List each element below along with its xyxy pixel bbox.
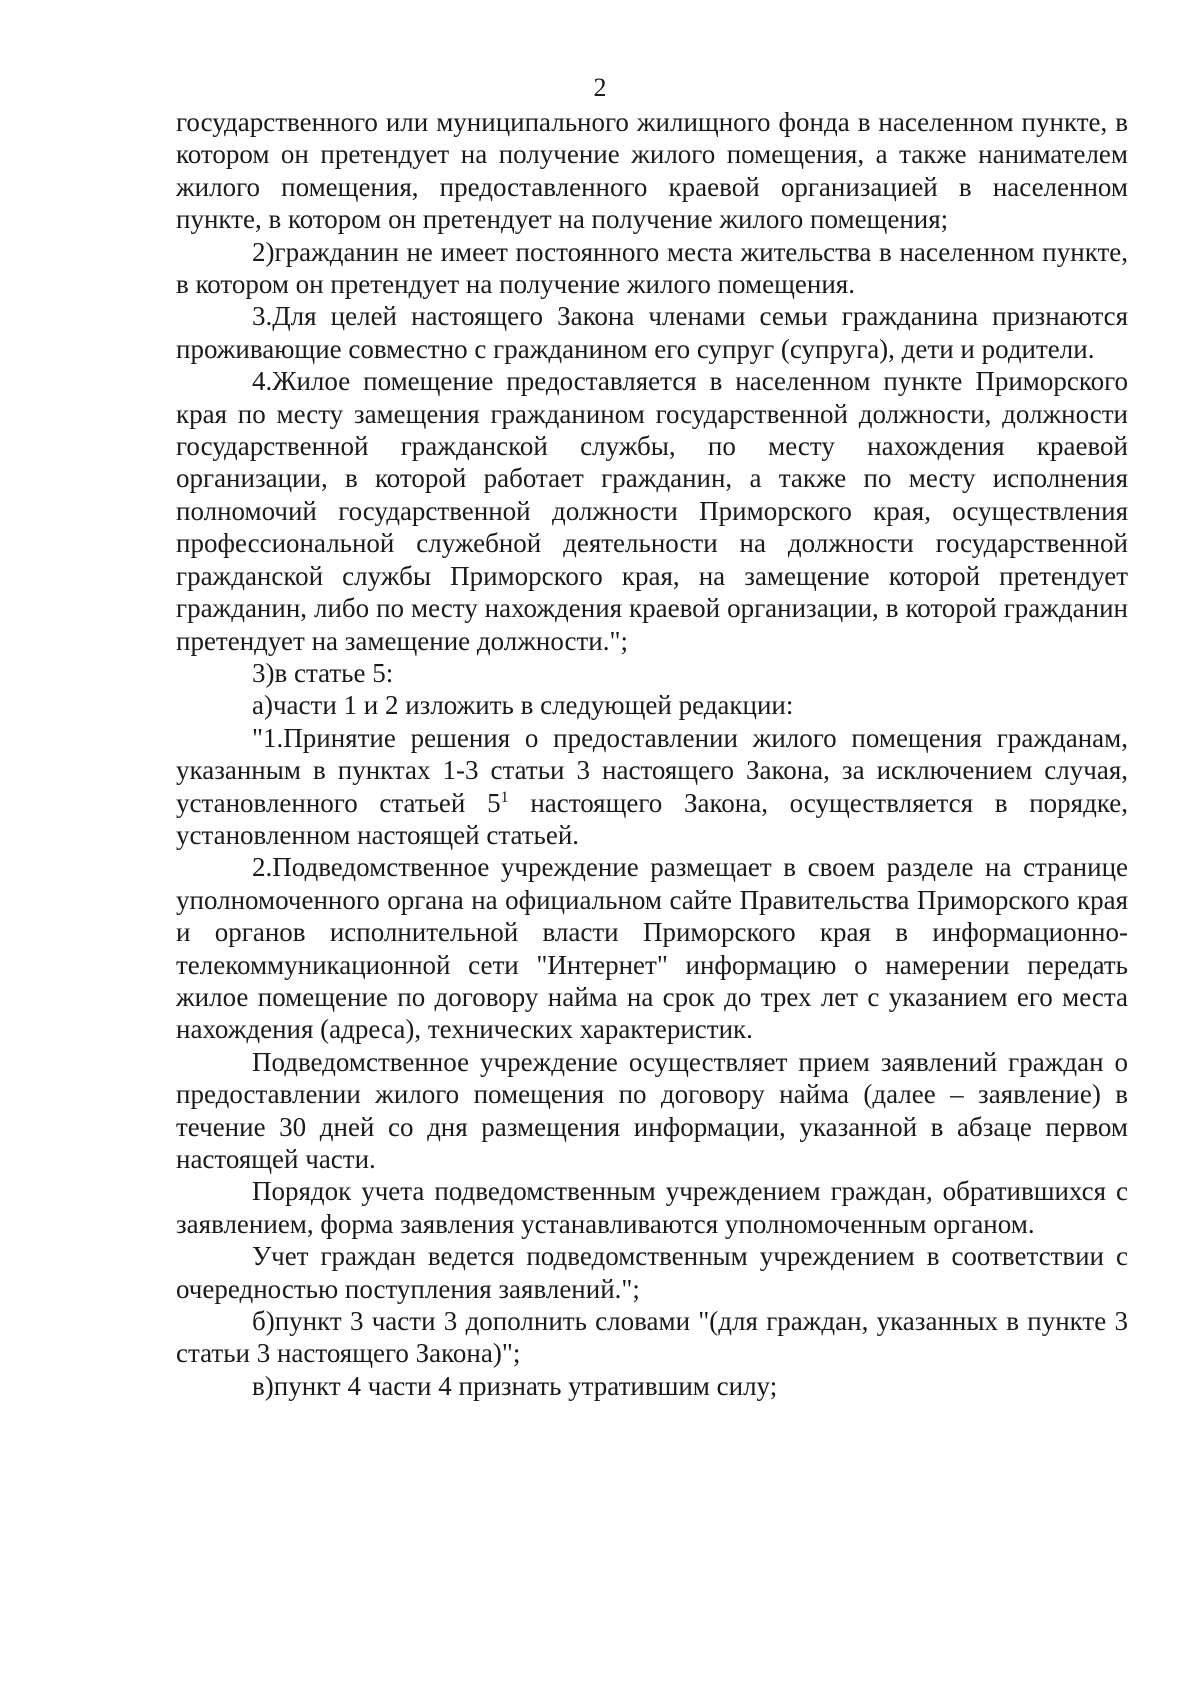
paragraph-continuation: государственного или муниципального жилищного фонда в населенном пункте, в котором он претендует на получение жилого помещения, а также нанимателем жилого помещения, предоставленного краевой организацией в населенном пункте, в котором он претендует на получение жилого помещения; bbox=[176, 107, 1128, 235]
document-body bbox=[176, 106, 1128, 1402]
paragraph-new-part-1-text-after: настоящего Закона, осуществляется в порядке, установленном настоящей статьей. bbox=[176, 787, 1129, 850]
paragraph-new-part-1 bbox=[176, 722, 1128, 852]
article-superscript: 1 bbox=[500, 788, 509, 806]
paragraph-amendment-v: в)пункт 4 части 4 признать утратившим силу; bbox=[252, 1370, 778, 1401]
paragraph-item-2: 2)гражданин не имеет постоянного места жительства в населенном пункте, в котором он претендует на получение жилого помещения. bbox=[176, 236, 1128, 300]
page-number: 2 bbox=[593, 73, 607, 102]
paragraph-amendment-a: а)части 1 и 2 изложить в следующей редакции: bbox=[252, 690, 794, 721]
paragraph-accounting-procedure: Порядок учета подведомственным учреждением граждан, обратившихся с заявлением, форма заявления устанавливаются уполномоченным органом. bbox=[176, 1176, 1128, 1239]
paragraph-applications: Подведомственное учреждение осуществляет прием заявлений граждан о предоставлении жилого помещения по договору найма (далее – заявление) в течение 30 дней со дня размещения информации, указанной в абзаце первом настоящей части. bbox=[176, 1046, 1128, 1174]
paragraph-part-4: 4.Жилое помещение предоставляется в населенном пункте Приморского края по месту замещения гражданином государственной должности, должности государственной гражданской службы, по месту нахождения краевой организации, в которой работает гражданин, а также по месту исполнения полномочий государственной должности Приморского края, осуществления профессиональной служебной деятельности на должности государственной гражданской службы Приморского края, на замещение которой претендует гражданин, либо по месту нахождения краевой организации, в которой гражданин претендует на замещение должности."; bbox=[176, 366, 1128, 656]
paragraph-amendment-3: 3)в статье 5: bbox=[252, 657, 394, 688]
paragraph-amendment-b: б)пункт 3 части 3 дополнить словами "(для граждан, указанных в пункте 3 статьи 3 настоящего Закона)"; bbox=[176, 1306, 1128, 1369]
paragraph-queue: Учет граждан ведется подведомственным учреждением в соответствии с очередностью поступления заявлений."; bbox=[176, 1241, 1128, 1304]
paragraph-part-3: 3.Для целей настоящего Закона членами семьи гражданина признаются проживающие совместно с гражданином его супруг (супруга), дети и родители. bbox=[176, 301, 1128, 364]
paragraph-new-part-2: 2.Подведомственное учреждение размещает в своем разделе на странице уполномоченного органа на официальном сайте Правительства Приморского края и органов исполнительной власти Приморского края в информационно-телекоммуникационной сети "Интернет" информацию о намерении передать жилое помещение по договору найма на срок до трех лет с указанием его места нахождения (адреса), технических характеристик. bbox=[176, 852, 1128, 1045]
paragraph-new-part-1-text-before: "1.Принятие решения о предоставлении жилого помещения гражданам, указанным в пунктах 1-3 статьи 3 настоящего Закона, за исключением случая, установленного статьей 5 bbox=[176, 722, 1128, 818]
